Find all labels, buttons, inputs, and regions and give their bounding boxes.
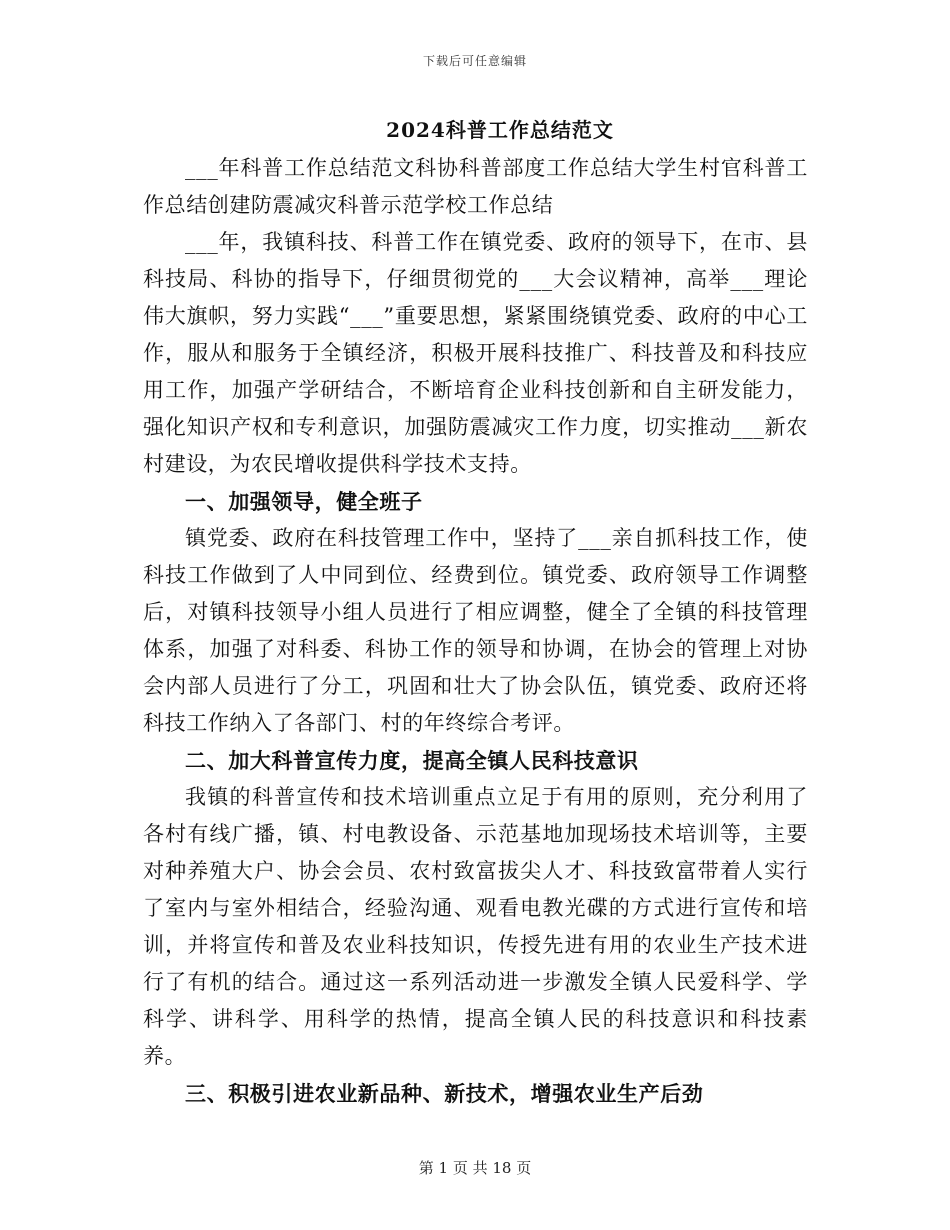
section-heading-3: 三、积极引进农业新品种、新技术，增强农业生产后劲	[185, 1081, 704, 1106]
section-heading-2: 二、加大科普宣传力度，提高全镇人民科技意识	[185, 748, 639, 773]
body-paragraph: ___年，我镇科技、科普工作在镇党委、政府的领导下，在市、县科技局、科协的指导下，仔细贯彻党的___大会议精神，高举___理论伟大旗帜，努力实践“___”重要思想，紧紧围绕镇党委、政府的中心工作，服从和服务于全镇经济，积极开展科技推广、科技普及和科技应用工作，加强产学研结合，不断培育企业科技创新和自主研发能力，强化知识产权和专利意识，加强防震减灾工作力度，切实推动___新农村建设，为农民增收提供科学技术支持。	[143, 230, 808, 476]
document-title: 2024科普工作总结范文	[386, 118, 614, 142]
intro-paragraph: ___年科普工作总结范文科协科普部度工作总结大学生村官科普工作总结创建防震减灾科普示范学校工作总结	[143, 156, 808, 217]
page-number: 第 1 页 共 18 页	[418, 1159, 532, 1177]
body-paragraph: 我镇的科普宣传和技术培训重点立足于有用的原则，充分利用了各村有线广播，镇、村电教设备、示范基地加现场技术培训等，主要对种养殖大户、协会会员、农村致富拔尖人才、科技致富带着人实行了室内与室外相结合，经验沟通、观看电教光碟的方式进行宣传和培训，并将宣传和普及农业科技知识，传授先进有用的农业生产技术进行了有机的结合。通过这一系列活动进一步激发全镇人民爱科学、学科学、讲科学、用科学的热情，提高全镇人民的科技意识和科技素养。	[143, 785, 808, 1068]
section-heading-1: 一、加强领导，健全班子	[185, 489, 423, 514]
header-note: 下载后可任意编辑	[422, 54, 527, 68]
body-paragraph: 镇党委、政府在科技管理工作中，坚持了___亲自抓科技工作，使科技工作做到了人中同到位、经费到位。镇党委、政府领导工作调整后，对镇科技领导小组人员进行了相应调整，健全了全镇的科技管理体系，加强了对科委、科协工作的领导和协调，在协会的管理上对协会内部人员进行了分工，巩固和壮大了协会队伍，镇党委、政府还将科技工作纳入了各部门、村的年终综合考评。	[143, 526, 808, 735]
document-body	[143, 150, 808, 1112]
